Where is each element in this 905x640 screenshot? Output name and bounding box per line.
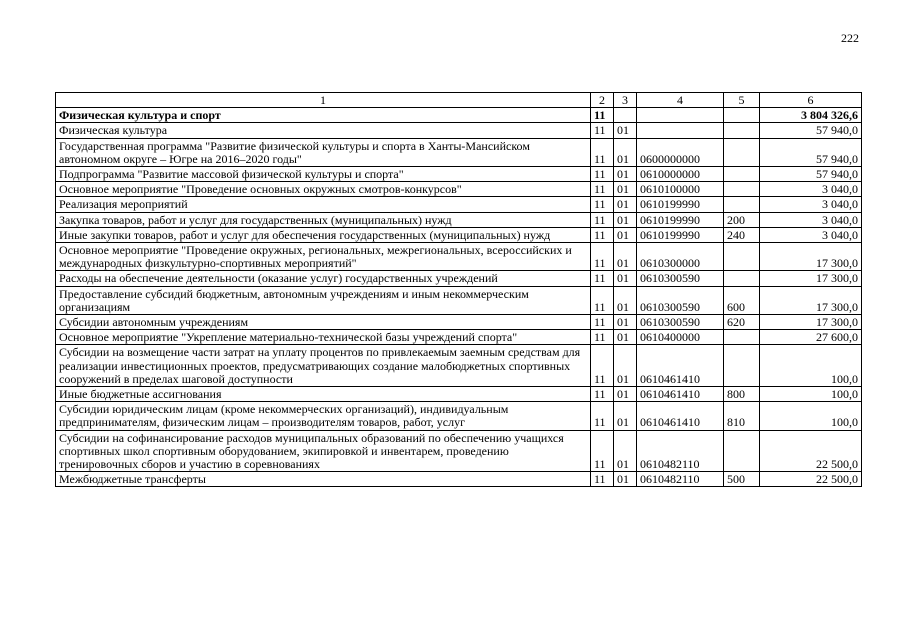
row-expense-type-cell: 200 xyxy=(724,212,760,227)
row-target-code-cell: 0610199990 xyxy=(637,227,724,242)
row-subsection-cell: 01 xyxy=(614,167,637,182)
table-row xyxy=(56,402,862,430)
row-subsection-cell: 01 xyxy=(614,212,637,227)
row-name-cell: Субсидии юридическим лицам (кроме некоммерческих организаций), индивидуальным предпринимателям, физическим лицам – производителям товаров, работ, услуг xyxy=(56,402,591,430)
row-name-cell: Физическая культура и спорт xyxy=(56,108,591,123)
row-subsection-cell: 01 xyxy=(614,227,637,242)
table-row xyxy=(56,286,862,314)
row-target-code-cell: 0610461410 xyxy=(637,345,724,387)
row-subsection-cell: 01 xyxy=(614,345,637,387)
row-target-code-cell: 0610199990 xyxy=(637,212,724,227)
table-row xyxy=(56,182,862,197)
row-subsection-cell: 01 xyxy=(614,197,637,212)
table-row xyxy=(56,123,862,138)
row-name-cell: Основное мероприятие "Проведение основных окружных смотров-конкурсов" xyxy=(56,182,591,197)
row-name-cell: Расходы на обеспечение деятельности (оказание услуг) государственных учреждений xyxy=(56,271,591,286)
row-expense-type-cell: 500 xyxy=(724,472,760,487)
row-subsection-cell: 01 xyxy=(614,330,637,345)
row-amount-cell: 17 300,0 xyxy=(760,315,862,330)
row-name-cell: Субсидии на софинансирование расходов муниципальных образований по обеспечению учащихся спортивных школ спортивным оборудованием, экипировкой и инвентарем, проведению тренировочных сборов и участию в соревнованиях xyxy=(56,430,591,472)
table-row xyxy=(56,271,862,286)
column-header: 1 xyxy=(56,93,591,108)
row-target-code-cell: 0610300000 xyxy=(637,243,724,271)
row-section-cell: 11 xyxy=(591,243,614,271)
row-amount-cell: 27 600,0 xyxy=(760,330,862,345)
row-expense-type-cell: 620 xyxy=(724,315,760,330)
row-amount-cell: 17 300,0 xyxy=(760,243,862,271)
row-amount-cell: 3 040,0 xyxy=(760,182,862,197)
row-expense-type-cell xyxy=(724,138,760,166)
row-amount-cell: 3 804 326,6 xyxy=(760,108,862,123)
table-row xyxy=(56,167,862,182)
row-expense-type-cell xyxy=(724,123,760,138)
row-section-cell: 11 xyxy=(591,286,614,314)
row-target-code-cell: 0610300590 xyxy=(637,315,724,330)
column-header: 3 xyxy=(614,93,637,108)
row-target-code-cell: 0610461410 xyxy=(637,387,724,402)
row-name-cell: Иные закупки товаров, работ и услуг для обеспечения государственных (муниципальных) нужд xyxy=(56,227,591,242)
row-expense-type-cell: 800 xyxy=(724,387,760,402)
table-row xyxy=(56,138,862,166)
row-subsection-cell: 01 xyxy=(614,138,637,166)
row-section-cell: 11 xyxy=(591,212,614,227)
row-section-cell: 11 xyxy=(591,123,614,138)
row-amount-cell: 22 500,0 xyxy=(760,472,862,487)
row-subsection-cell: 01 xyxy=(614,123,637,138)
row-section-cell: 11 xyxy=(591,182,614,197)
row-subsection-cell: 01 xyxy=(614,315,637,330)
row-name-cell: Предоставление субсидий бюджетным, автономным учреждениям и иным некоммерческим организациям xyxy=(56,286,591,314)
row-section-cell: 11 xyxy=(591,315,614,330)
row-subsection-cell: 01 xyxy=(614,430,637,472)
table-row xyxy=(56,243,862,271)
row-name-cell: Межбюджетные трансферты xyxy=(56,472,591,487)
row-section-cell: 11 xyxy=(591,227,614,242)
row-expense-type-cell: 810 xyxy=(724,402,760,430)
table-row xyxy=(56,345,862,387)
row-section-cell: 11 xyxy=(591,430,614,472)
row-subsection-cell: 01 xyxy=(614,271,637,286)
row-amount-cell: 100,0 xyxy=(760,402,862,430)
row-amount-cell: 57 940,0 xyxy=(760,167,862,182)
row-amount-cell: 57 940,0 xyxy=(760,138,862,166)
row-amount-cell: 3 040,0 xyxy=(760,212,862,227)
column-header: 2 xyxy=(591,93,614,108)
row-expense-type-cell xyxy=(724,271,760,286)
row-expense-type-cell: 240 xyxy=(724,227,760,242)
row-target-code-cell: 0610461410 xyxy=(637,402,724,430)
row-amount-cell: 22 500,0 xyxy=(760,430,862,472)
row-name-cell: Иные бюджетные ассигнования xyxy=(56,387,591,402)
row-expense-type-cell xyxy=(724,197,760,212)
budget-table xyxy=(55,92,862,487)
row-target-code-cell: 0610000000 xyxy=(637,167,724,182)
row-section-cell: 11 xyxy=(591,387,614,402)
row-section-cell: 11 xyxy=(591,345,614,387)
row-name-cell: Закупка товаров, работ и услуг для государственных (муниципальных) нужд xyxy=(56,212,591,227)
row-expense-type-cell xyxy=(724,167,760,182)
row-name-cell: Реализация мероприятий xyxy=(56,197,591,212)
column-header: 4 xyxy=(637,93,724,108)
row-expense-type-cell xyxy=(724,243,760,271)
row-name-cell: Основное мероприятие "Укрепление материально-технической базы учреждений спорта" xyxy=(56,330,591,345)
column-header: 5 xyxy=(724,93,760,108)
table-row xyxy=(56,315,862,330)
row-section-cell: 11 xyxy=(591,402,614,430)
row-subsection-cell xyxy=(614,108,637,123)
row-name-cell: Физическая культура xyxy=(56,123,591,138)
row-target-code-cell: 0610482110 xyxy=(637,430,724,472)
row-expense-type-cell: 600 xyxy=(724,286,760,314)
row-subsection-cell: 01 xyxy=(614,286,637,314)
table-row xyxy=(56,430,862,472)
row-target-code-cell: 0610300590 xyxy=(637,271,724,286)
row-expense-type-cell xyxy=(724,108,760,123)
row-amount-cell: 57 940,0 xyxy=(760,123,862,138)
table-row xyxy=(56,330,862,345)
row-name-cell: Субсидии автономным учреждениям xyxy=(56,315,591,330)
row-target-code-cell: 0610199990 xyxy=(637,197,724,212)
row-amount-cell: 100,0 xyxy=(760,387,862,402)
row-subsection-cell: 01 xyxy=(614,182,637,197)
row-amount-cell: 3 040,0 xyxy=(760,227,862,242)
row-amount-cell: 17 300,0 xyxy=(760,271,862,286)
row-subsection-cell: 01 xyxy=(614,402,637,430)
table-row xyxy=(56,212,862,227)
row-target-code-cell xyxy=(637,123,724,138)
table-row xyxy=(56,387,862,402)
row-target-code-cell xyxy=(637,108,724,123)
table-row xyxy=(56,472,862,487)
row-subsection-cell: 01 xyxy=(614,243,637,271)
table-header-row xyxy=(56,93,862,108)
page-number: 222 xyxy=(841,31,859,45)
row-expense-type-cell xyxy=(724,345,760,387)
table-row xyxy=(56,108,862,123)
row-expense-type-cell xyxy=(724,182,760,197)
row-amount-cell: 3 040,0 xyxy=(760,197,862,212)
row-subsection-cell: 01 xyxy=(614,472,637,487)
row-amount-cell: 100,0 xyxy=(760,345,862,387)
row-target-code-cell: 0600000000 xyxy=(637,138,724,166)
row-section-cell: 11 xyxy=(591,330,614,345)
table-body xyxy=(56,108,862,487)
row-section-cell: 11 xyxy=(591,197,614,212)
row-amount-cell: 17 300,0 xyxy=(760,286,862,314)
table-row xyxy=(56,197,862,212)
row-section-cell: 11 xyxy=(591,472,614,487)
row-section-cell: 11 xyxy=(591,108,614,123)
row-section-cell: 11 xyxy=(591,167,614,182)
row-expense-type-cell xyxy=(724,330,760,345)
table-row xyxy=(56,227,862,242)
row-section-cell: 11 xyxy=(591,138,614,166)
row-name-cell: Субсидии на возмещение части затрат на уплату процентов по привлекаемым заемным средствам для реализации инвестиционных проектов, предусматривающих создание малобюджетных спортивных сооружений в пределах шаговой доступности xyxy=(56,345,591,387)
row-target-code-cell: 0610482110 xyxy=(637,472,724,487)
row-expense-type-cell xyxy=(724,430,760,472)
column-header: 6 xyxy=(760,93,862,108)
row-name-cell: Основное мероприятие "Проведение окружных, региональных, межрегиональных, всероссийских и международных физкультурно-спортивных мероприятий" xyxy=(56,243,591,271)
row-target-code-cell: 0610400000 xyxy=(637,330,724,345)
row-subsection-cell: 01 xyxy=(614,387,637,402)
row-section-cell: 11 xyxy=(591,271,614,286)
row-target-code-cell: 0610100000 xyxy=(637,182,724,197)
row-target-code-cell: 0610300590 xyxy=(637,286,724,314)
row-name-cell: Подпрограмма "Развитие массовой физической культуры и спорта" xyxy=(56,167,591,182)
row-name-cell: Государственная программа "Развитие физической культуры и спорта в Ханты-Мансийском автономном округе – Югре на 2016–2020 годы" xyxy=(56,138,591,166)
